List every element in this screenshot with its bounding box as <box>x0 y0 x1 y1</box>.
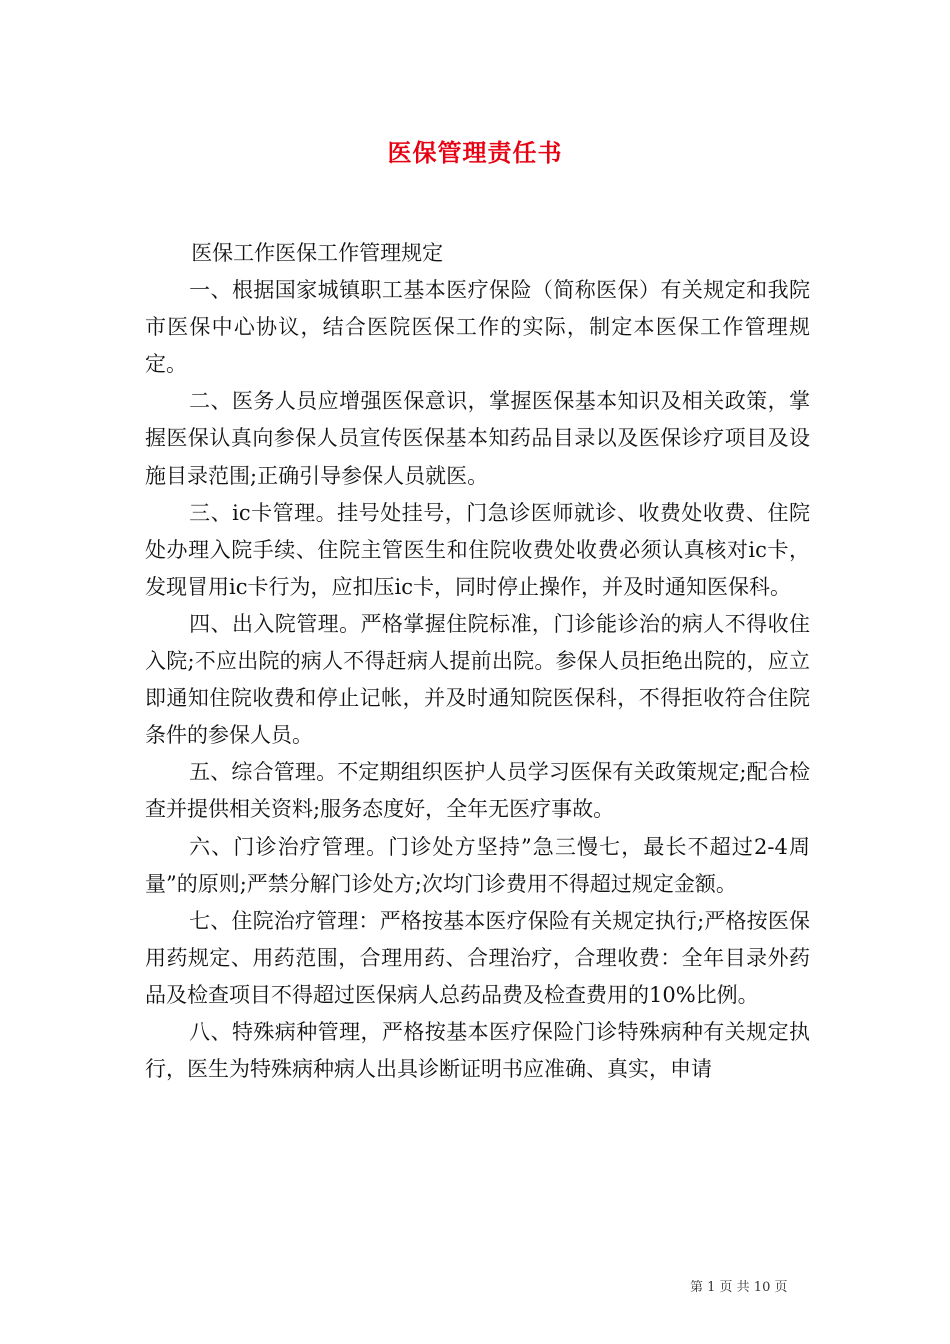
paragraph-3: 三、ic卡管理。挂号处挂号，门急诊医师就诊、收费处收费、住院处办理入院手续、住院主管医生和住院收费处收费必须认真核对ic卡，发现冒用ic卡行为，应扣压ic卡，同时停止操作，并及时通知医保科。 <box>145 500 810 599</box>
paragraph-1: 一、根据国家城镇职工基本医疗保险（简称医保）有关规定和我院市医保中心协议，结合医院医保工作的实际，制定本医保工作管理规定。 <box>145 278 810 377</box>
document-title: 医保管理责任书 <box>387 139 563 167</box>
subheading: 医保工作医保工作管理规定 <box>191 241 444 265</box>
paragraph-4: 四、出入院管理。严格掌握住院标准，门诊能诊治的病人不得收住入院;不应出院的病人不得赶病人提前出院。参保人员拒绝出院的，应立即通知住院收费和停止记帐，并及时通知院医保科，不得拒收符合住院条件的参保人员。 <box>145 611 810 748</box>
paragraph-7: 七、住院治疗管理：严格按基本医疗保险有关规定执行;严格按医保用药规定、用药范围，合理用药、合理治疗，合理收费：全年目录外药品及检查项目不得超过医保病人总药品费及检查费用的10%比例。 <box>145 908 810 1007</box>
paragraph-5: 五、综合管理。不定期组织医护人员学习医保有关政策规定;配合检查并提供相关资料;服务态度好，全年无医疗事故。 <box>145 760 810 822</box>
paragraph-2: 二、医务人员应增强医保意识，掌握医保基本知识及相关政策，掌握医保认真向参保人员宣传医保基本知药品目录以及医保诊疗项目及设施目录范围;正确引导参保人员就医。 <box>145 389 810 488</box>
paragraph-6: 六、门诊治疗管理。门诊处方坚持”急三慢七，最长不超过2-4周量”的原则;严禁分解门诊处方;次均门诊费用不得超过规定金额。 <box>145 834 810 896</box>
page-number: 第 1 页 共 10 页 <box>690 1280 788 1295</box>
paragraph-8: 八、特殊病种管理，严格按基本医疗保险门诊特殊病种有关规定执行，医生为特殊病种病人出具诊断证明书应准确、真实，申请 <box>145 1019 810 1082</box>
document-body <box>145 235 810 1088</box>
